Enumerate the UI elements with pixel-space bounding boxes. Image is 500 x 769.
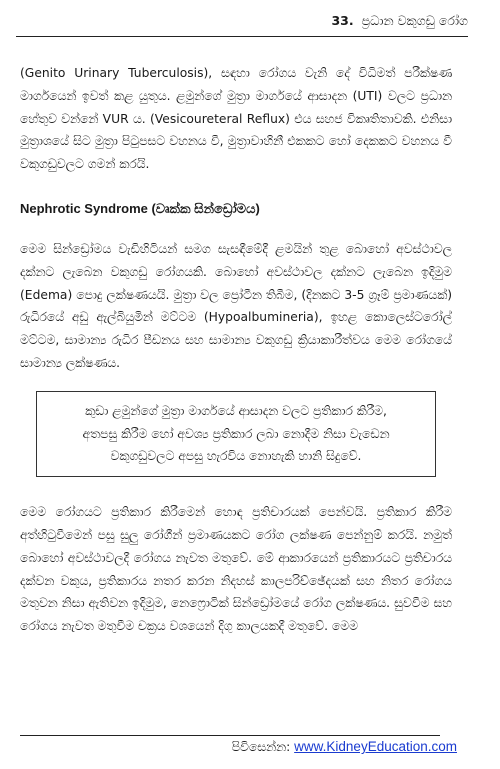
chapter-title: ප්‍රධාන වකුගඩු රෝග — [361, 13, 468, 28]
footer-divider — [20, 735, 440, 736]
callout-line: අතපසු කිරීම හෝ අවශ්‍ය ප්‍රතිකාර ලබා නොදීම නිසා වැඩෙන — [82, 426, 390, 441]
footer-label: පිවිසෙන්න: — [231, 740, 291, 754]
treatment-paragraph: මෙම රෝගයට ප්‍රතිකාර කිරීමෙන් හොඳ ප්‍රතිචාරයක් පෙන්වයි. ප්‍රතිකාර කිරීම අත්හිටුවීමෙන් පසු සුලු රෝගීන් ප්‍රමාණයකට රෝග ලක්ෂණ පෙන්නුම් කරයි. නමුත් බොහෝ අවස්ථාවලදී රෝගය නැවත මතුවේ. මේ ආකාරයෙන් ප්‍රතිකාරයට ප්‍රතිචාරය දක්වන වකුය, ප්‍රතිකාරය නතර කරන නිදහස් කාලපරිච්ඡේදයක් සහ නිතර රෝගය මතුවන නිසා ඇතිවන ඉදිමුම, නෙෆ්‍රොටික් සින්ඩ්‍රෝමයේ රෝග ලක්ෂණය. සුවවීම සහ රෝගය නැවත මතුවීම චක්‍රය වශයෙන් දිගු කාලයකදී මතුවේ. මෙම — [20, 505, 452, 634]
page-body — [20, 62, 452, 638]
page-footer — [20, 737, 457, 757]
chapter-number: 33. — [331, 13, 354, 28]
website-link[interactable]: www.KidneyEducation.com — [294, 739, 457, 754]
section-heading: Nephrotic Syndrome (වෘක්ක සින්ඩ්‍රෝමය) — [20, 200, 260, 216]
callout-box — [36, 391, 436, 477]
callout-line: වකුගඩුවලට අපසු හැරවිය නොහැකි හානි සිදුවේ. — [110, 449, 362, 464]
page-header — [16, 10, 468, 34]
header-divider — [16, 36, 468, 37]
callout-line: කුඩා ළමුන්ගේ මුත්‍රා මාර්ගයේ ආසාදන වලට ප්‍රතිකාර කිරීම, — [85, 403, 387, 418]
intro-paragraph: (Genito Urinary Tuberculosis), සඳහා රෝගය වැනි දේ විධිමත් පරීක්ෂණ මාර්ගයෙන් ඉවත් කළ යුතුය. ළමුන්ගේ මුත්‍රා මාර්ගයේ ආසාදන (UTI) වලට ප්‍රධාන හේතුව වන්නේ VUR ය. (Vesicoureteral Reflux) එය සහජ විකෘතිතාවකි. එනිසා මුත්‍රාශයේ සිට මුත්‍රා පිටුපසට වහනය වී, මුත්‍රාවාහිනී එකකට හෝ දෙකකට වහනය වී වකුගඩුවලට ගමන් කරයි. — [20, 66, 452, 172]
nephrotic-description-paragraph: මෙම සින්ඩ්‍රෝමය වැඩිහිටියන් සමග සැසඳීමේදී ළමයින් තුළ බොහෝ අවස්ථාවල දක්නට ලැබෙන වකුගඩු රෝගයකි. බොහෝ අවස්ථාවල දක්නට ලැබෙන ඉදිමුම (Edema) පොදු ලක්ෂණයයි. මුත්‍රා වල ප්‍රෝටීන තිබීම, (දිනකට 3-5 ග්‍රෑම් ප්‍රමාණයක්) රුධිරයේ අඩු ඇල්බියුමින් මට්ටම (Hypoalbumineria), ඉහළ කොලෙස්ටරෝල් මට්ටම, සාමාන්‍ය රුධිර පීඩනය සහ සාමාන්‍ය වකුගඩු ක්‍රියාකාරීත්වය මෙම රෝගයේ සාමාන්‍ය ලක්ෂණය. — [20, 241, 452, 370]
